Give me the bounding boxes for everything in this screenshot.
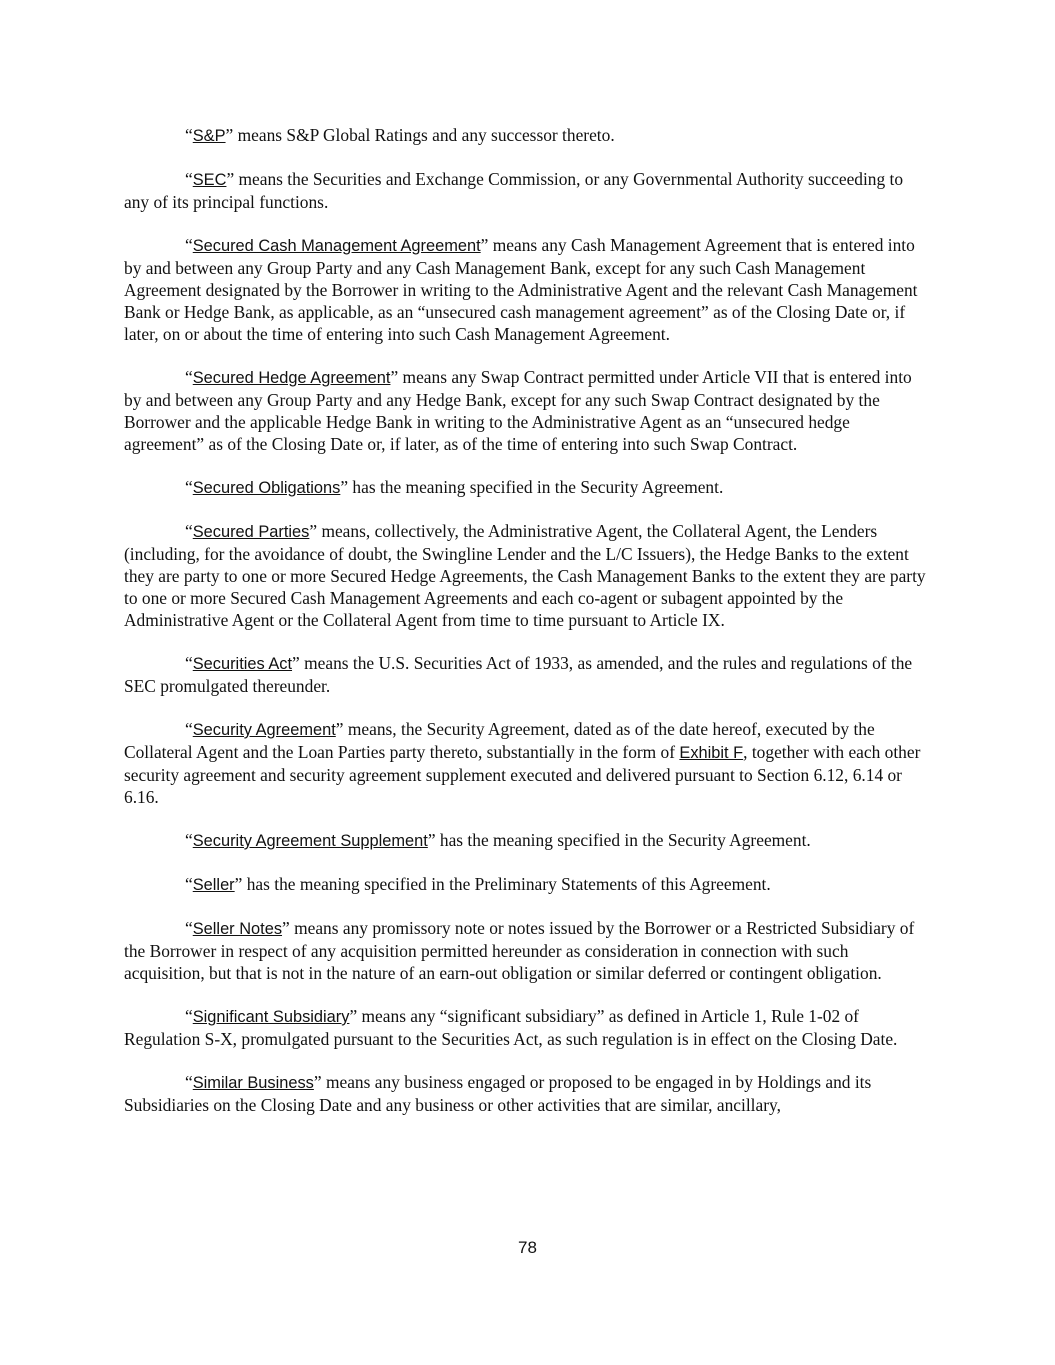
definition-paragraph: “Seller Notes” means any promissory note or notes issued by the Borrower or a Restricted Subsidiary of the Borrower in respect of any acquisition permitted hereunder as consideration in connection with such acquisition, but that is not in the nature of an earn-out obligation or similar deferred or contingent obligation. [124,918,915,983]
definition-paragraph: “S&P” means S&P Global Ratings and any successor thereto. [185,125,615,145]
definition-paragraph: “Secured Obligations” has the meaning specified in the Security Agreement. [185,477,724,497]
definition-paragraph: “Securities Act” means the U.S. Securities Act of 1933, as amended, and the rules and regulations of the SEC promulgated thereunder. [124,653,913,696]
definition-text: means any business engaged or proposed to be engaged in by Holdings and its Subsidiaries on the Closing Date and any business or other activities that are similar, ancillary, [124,1072,872,1115]
definitions-body [124,124,932,1137]
definition-text: means the U.S. Securities Act of 1933, as amended, and the rules and regulations of the SEC promulgated thereunder. [124,653,913,696]
definition-paragraph: “Security Agreement” means, the Security Agreement, dated as of the date hereof, executed by the Collateral Agent and the Loan Parties party thereto, substantially in the form of Exhibit F, together with each other security agreement and security agreement supplement executed and delivered pursuant to Section 6.12, 6.14 or 6.16. [124,719,921,807]
exhibit-reference: Exhibit F [679,744,744,762]
definition-paragraph: “Similar Business” means any business engaged or proposed to be engaged in by Holdings and its Subsidiaries on the Closing Date and any business or other activities that are similar, ancillary, [124,1072,872,1115]
definition-paragraph: “Secured Cash Management Agreement” means any Cash Management Agreement that is entered into by and between any Group Party and any Cash Management Bank, except for any such Cash Management Agreement designated by the Borrower in writing to the Administrative Agent and the relevant Cash Management Bank or Hedge Bank, as applicable, as an “unsecured cash management agreement” as of the Closing Date or, if later, on or about the time of entering into such Cash Management Agreement. [124,235,918,344]
definition-text: means any Cash Management Agreement that is entered into by and between any Group Party and any Cash Management Bank, except for any such Cash Management Agreement designated by the Borrower in writing to the Administrative Agent and the relevant Cash Management Bank or Hedge Bank, as applicable, as an “unsecured cash management agreement” as of the Closing Date or, if later, on or about the time of entering into such Cash Management Agreement. [124,235,918,344]
page-number: 78 [518,1238,537,1257]
defined-term: SEC [192,171,227,189]
definition-text: means, the Security Agreement, dated as of the date hereof, executed by the Collateral Agent and the Loan Parties party thereto, substantially in the form of [124,719,875,762]
defined-term: Secured Cash Management Agreement [192,237,481,255]
defined-term: Security Agreement Supplement [192,832,428,850]
definition-paragraph: “SEC” means the Securities and Exchange Commission, or any Governmental Authority succeeding to any of its principal functions. [124,169,904,212]
defined-term: Secured Obligations [192,479,341,497]
definition-text-continued: , together with each other security agreement and security agreement supplement executed and delivered pursuant to Section 6.12, 6.14 or 6.16. [124,742,921,807]
defined-term: S&P [192,127,226,145]
definition-paragraph: “Seller” has the meaning specified in the Preliminary Statements of this Agreement. [185,874,771,894]
defined-term: Secured Hedge Agreement [192,369,391,387]
defined-term: Secured Parties [192,523,310,541]
definition-text: has the meaning specified in the Security Agreement. [348,477,724,497]
definition-paragraph: “Secured Parties” means, collectively, the Administrative Agent, the Collateral Agent, the Lenders (including, for the avoidance of doubt, the Swingline Lender and the L/C Issuers), the Hedge Banks to the extent they are party to one or more Secured Hedge Agreements, the Cash Management Banks to the extent they are party to one or more Secured Cash Management Agreements and each co-agent or subagent appointed by the Administrative Agent or the Collateral Agent from time to time pursuant to Article IX. [124,521,926,630]
defined-term: Security Agreement [192,721,336,739]
definition-paragraph: “Secured Hedge Agreement” means any Swap Contract permitted under Article VII that is entered into by and between any Group Party and any Hedge Bank, except for any such Swap Contract designated by the Borrower and the applicable Hedge Bank in writing to the Administrative Agent as an “unsecured hedge agreement” as of the Closing Date or, if later, as of the time of entering into such Swap Contract. [124,367,912,454]
definition-text: means any “significant subsidiary” as defined in Article 1, Rule 1-02 of Regulation S-X, promulgated pursuant to the Securities Act, as such regulation is in effect on the Closing Date. [124,1006,898,1049]
defined-term: Significant Subsidiary [192,1008,350,1026]
definition-text: means the Securities and Exchange Commission, or any Governmental Authority succeeding to any of its principal functions. [124,169,904,212]
definition-text: means any promissory note or notes issued by the Borrower or a Restricted Subsidiary of the Borrower in respect of any acquisition permitted hereunder as consideration in connection with such acquisition, but that is not in the nature of an earn-out obligation or similar deferred or contingent obligation. [124,918,915,983]
definition-text: means, collectively, the Administrative Agent, the Collateral Agent, the Lenders (including, for the avoidance of doubt, the Swingline Lender and the L/C Issuers), the Hedge Banks to the extent they are party to one or more Secured Hedge Agreements, the Cash Management Banks to the extent they are party to one or more Secured Cash Management Agreements and each co-agent or subagent appointed by the Administrative Agent or the Collateral Agent from time to time pursuant to Article IX. [124,521,926,630]
definition-text: means any Swap Contract permitted under Article VII that is entered into by and between any Group Party and any Hedge Bank, except for any such Swap Contract designated by the Borrower and the applicable Hedge Bank in writing to the Administrative Agent as an “unsecured hedge agreement” as of the Closing Date or, if later, as of the time of entering into such Swap Contract. [124,367,912,454]
defined-term: Seller [192,876,235,894]
definition-text: means S&P Global Ratings and any successor thereto. [233,125,615,145]
defined-term: Securities Act [192,655,293,673]
definition-text: has the meaning specified in the Security Agreement. [435,830,811,850]
definition-text: has the meaning specified in the Preliminary Statements of this Agreement. [242,874,771,894]
definition-paragraph: “Security Agreement Supplement” has the meaning specified in the Security Agreement. [185,830,811,850]
defined-term: Similar Business [192,1074,314,1092]
definition-paragraph: “Significant Subsidiary” means any “significant subsidiary” as defined in Article 1, Rule 1-02 of Regulation S-X, promulgated pursuant to the Securities Act, as such regulation is in effect on the Closing Date. [124,1006,898,1049]
defined-term: Seller Notes [192,920,283,938]
